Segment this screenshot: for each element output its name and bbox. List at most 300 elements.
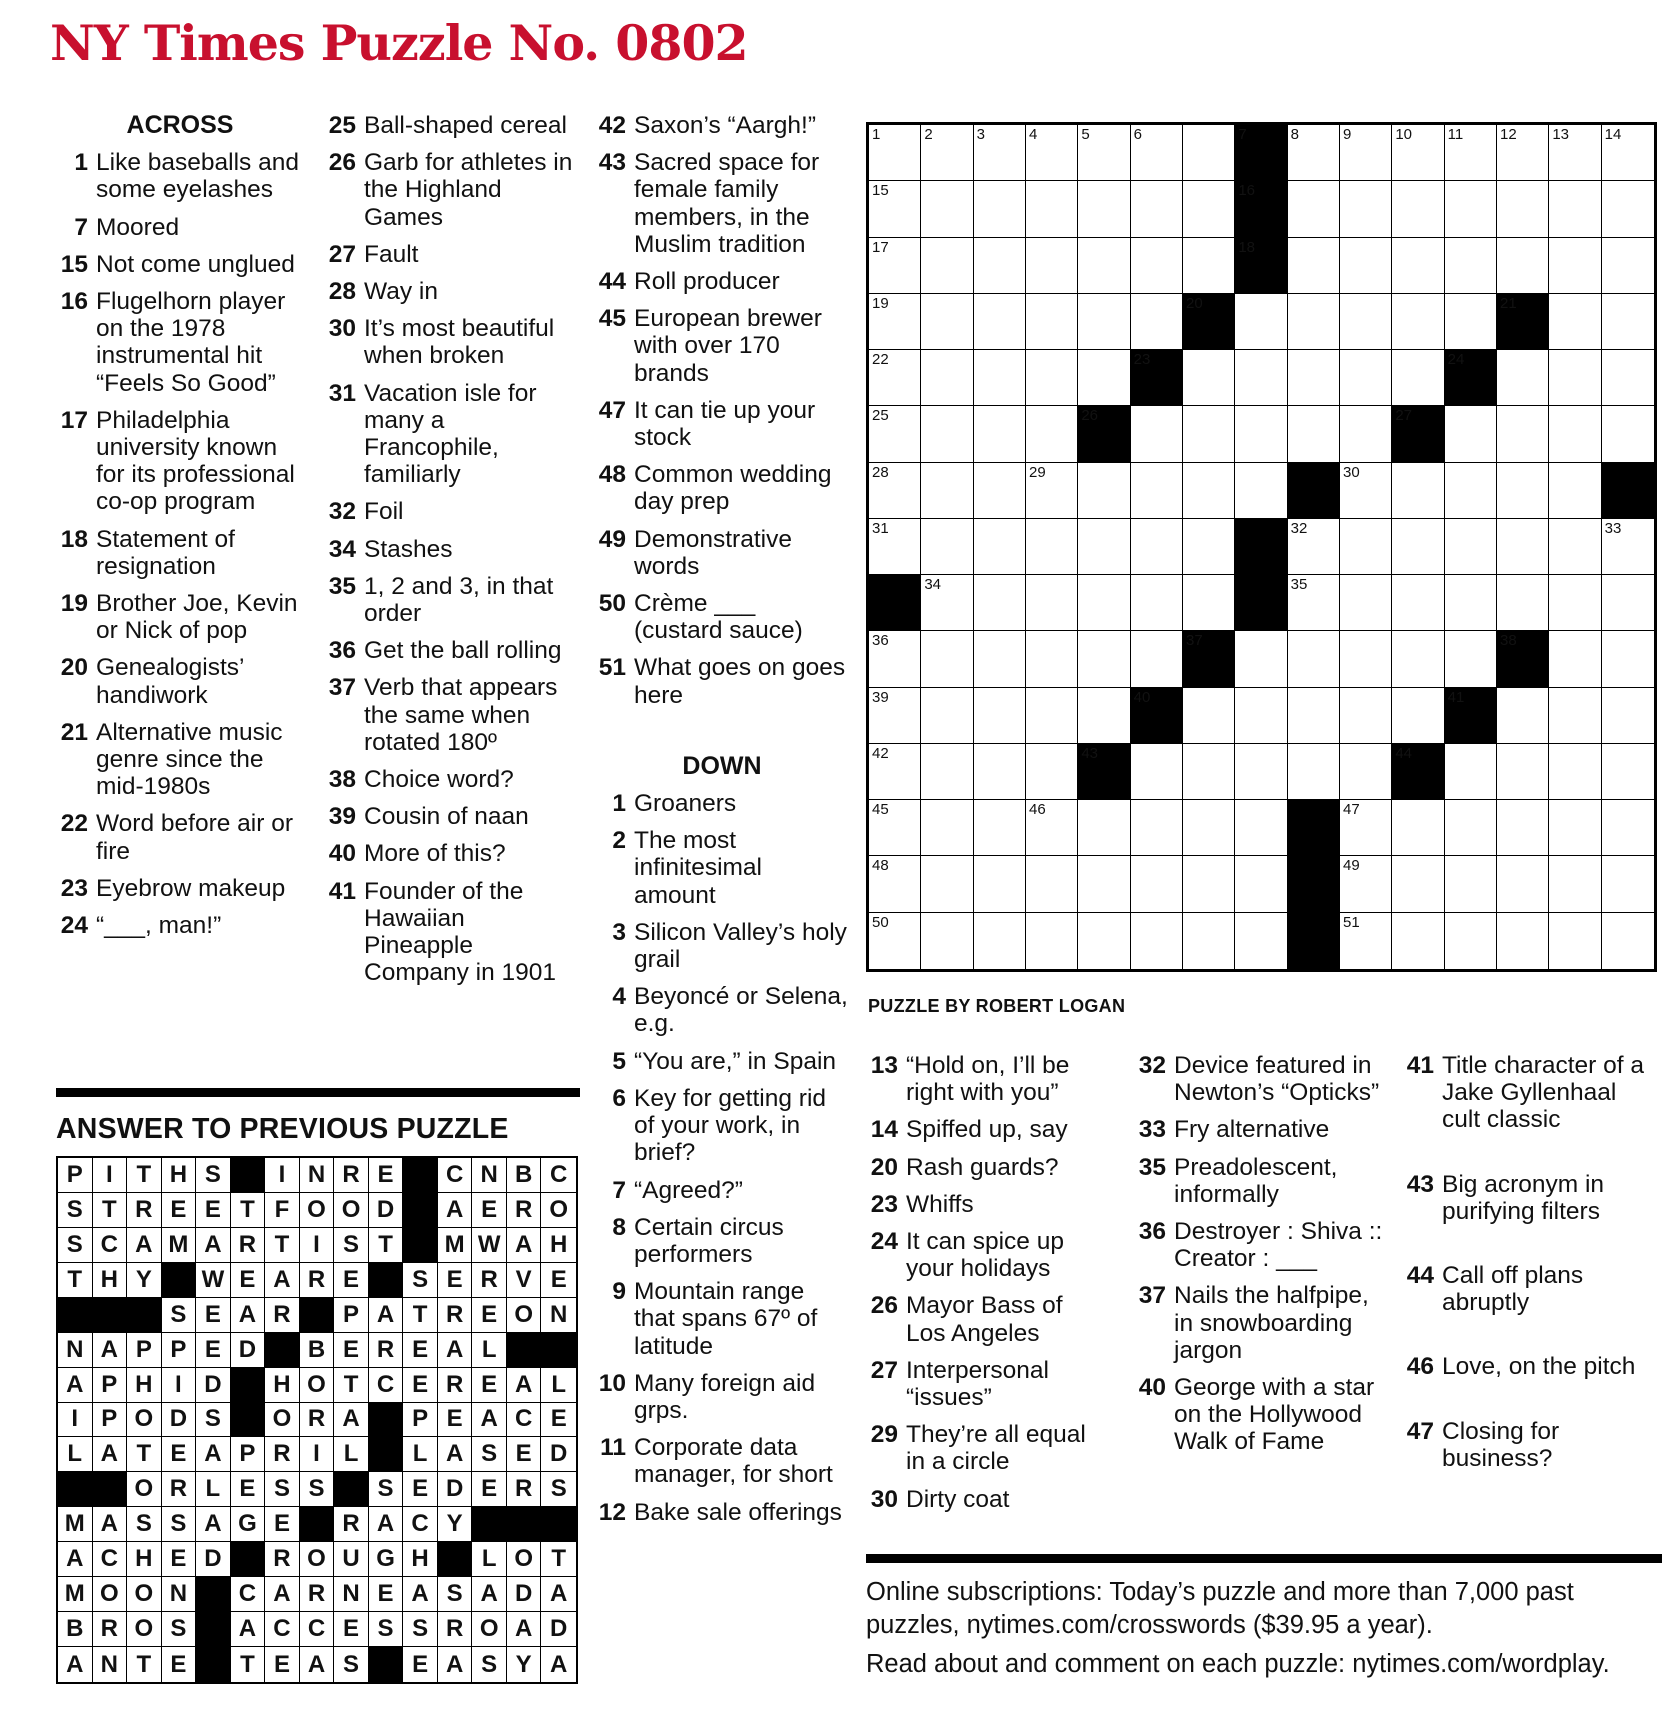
- down-heading: DOWN: [682, 751, 762, 780]
- answer-cell: O: [265, 1403, 300, 1438]
- answer-cell: S: [265, 1472, 300, 1507]
- puzzle-cell[interactable]: [869, 519, 921, 575]
- answer-cell: P: [58, 1158, 93, 1193]
- puzzle-cell[interactable]: [1602, 575, 1654, 631]
- puzzle-cell[interactable]: [1445, 294, 1497, 350]
- puzzle-cell[interactable]: [1497, 856, 1549, 912]
- answer-cell: D: [507, 1577, 542, 1612]
- puzzle-cell[interactable]: [921, 181, 973, 237]
- puzzle-cell[interactable]: [921, 463, 973, 519]
- puzzle-cell[interactable]: [869, 406, 921, 462]
- puzzle-cell[interactable]: [1288, 519, 1340, 575]
- answer-cell: S: [541, 1472, 576, 1507]
- clue-number: 47: [598, 396, 626, 424]
- puzzle-cell[interactable]: [1026, 744, 1078, 800]
- puzzle-cell[interactable]: [1602, 688, 1654, 744]
- puzzle-cell[interactable]: [1340, 744, 1392, 800]
- puzzle-cell[interactable]: [1602, 519, 1654, 575]
- puzzle-cell[interactable]: [974, 913, 1026, 969]
- puzzle-cell[interactable]: [1288, 125, 1340, 181]
- puzzle-cell[interactable]: [1026, 350, 1078, 406]
- puzzle-cell[interactable]: [1549, 631, 1601, 687]
- puzzle-cell[interactable]: [1183, 181, 1235, 237]
- answer-black-square: [196, 1612, 231, 1647]
- puzzle-cell[interactable]: [1131, 238, 1183, 294]
- puzzle-cell[interactable]: [921, 519, 973, 575]
- puzzle-cell[interactable]: [1078, 463, 1130, 519]
- puzzle-cell[interactable]: [1497, 406, 1549, 462]
- clue-text: Nails the halfpipe, in snowboarding jargon: [1174, 1282, 1369, 1364]
- across-clue-7: [56, 214, 304, 241]
- puzzle-cell[interactable]: [1497, 463, 1549, 519]
- across-clue-35: [324, 573, 576, 627]
- puzzle-cell[interactable]: [921, 800, 973, 856]
- puzzle-cell[interactable]: [1078, 294, 1130, 350]
- puzzle-cell[interactable]: [1131, 181, 1183, 237]
- puzzle-cell[interactable]: [1235, 913, 1287, 969]
- puzzle-cell[interactable]: [1235, 856, 1287, 912]
- answer-cell: Y: [438, 1507, 473, 1542]
- clue-text: Genealogists’ handiwork: [96, 654, 244, 709]
- puzzle-cell[interactable]: [1183, 350, 1235, 406]
- puzzle-cell[interactable]: [1602, 181, 1654, 237]
- across-clue-49: [594, 526, 850, 580]
- answer-cell: E: [196, 1193, 231, 1228]
- puzzle-cell[interactable]: [1078, 913, 1130, 969]
- answer-cell: O: [127, 1472, 162, 1507]
- puzzle-cell[interactable]: [1549, 800, 1601, 856]
- black-square: [1235, 519, 1287, 575]
- puzzle-cell[interactable]: [1497, 125, 1549, 181]
- puzzle-cell[interactable]: [1602, 800, 1654, 856]
- cell-number: 13: [1552, 126, 1570, 143]
- answer-cell: S: [438, 1577, 473, 1612]
- puzzle-cell[interactable]: [921, 238, 973, 294]
- puzzle-cell[interactable]: [921, 631, 973, 687]
- puzzle-cell[interactable]: [921, 125, 973, 181]
- answer-cell: P: [162, 1333, 197, 1368]
- puzzle-cell[interactable]: [869, 631, 921, 687]
- puzzle-cell[interactable]: [921, 294, 973, 350]
- puzzle-cell[interactable]: [1131, 125, 1183, 181]
- puzzle-cell[interactable]: [1078, 575, 1130, 631]
- puzzle-cell[interactable]: [1026, 294, 1078, 350]
- clue-number: 1: [612, 790, 626, 818]
- puzzle-cell[interactable]: [1131, 463, 1183, 519]
- puzzle-cell[interactable]: [1445, 519, 1497, 575]
- down-clue-10: [594, 1370, 850, 1424]
- puzzle-cell[interactable]: [1497, 688, 1549, 744]
- puzzle-cell[interactable]: [1078, 856, 1130, 912]
- puzzle-cell[interactable]: [1340, 631, 1392, 687]
- puzzle-cell[interactable]: [1288, 631, 1340, 687]
- clue-number: 26: [870, 1292, 898, 1320]
- puzzle-cell[interactable]: [869, 350, 921, 406]
- puzzle-cell[interactable]: [921, 575, 973, 631]
- puzzle-cell[interactable]: [1026, 688, 1078, 744]
- puzzle-cell[interactable]: [1078, 688, 1130, 744]
- answer-cell: E: [472, 1298, 507, 1333]
- clue-number: 32: [328, 498, 356, 526]
- puzzle-cell[interactable]: [1549, 294, 1601, 350]
- puzzle-cell[interactable]: [1392, 294, 1444, 350]
- puzzle-cell[interactable]: [1183, 575, 1235, 631]
- puzzle-cell[interactable]: [1078, 238, 1130, 294]
- puzzle-cell[interactable]: [869, 294, 921, 350]
- puzzle-cell[interactable]: [1131, 294, 1183, 350]
- puzzle-cell[interactable]: [1183, 406, 1235, 462]
- clue-text: Stashes: [364, 535, 453, 563]
- puzzle-cell[interactable]: [1288, 744, 1340, 800]
- puzzle-cell[interactable]: [1078, 350, 1130, 406]
- puzzle-cell[interactable]: [1288, 688, 1340, 744]
- puzzle-cell[interactable]: [921, 856, 973, 912]
- puzzle-cell[interactable]: [1026, 519, 1078, 575]
- clue-number: 35: [1138, 1153, 1166, 1181]
- puzzle-cell[interactable]: [1392, 181, 1444, 237]
- clue-text: European brewer with over 170 brands: [634, 305, 822, 387]
- clue-text: Call off plans abruptly: [1442, 1262, 1584, 1317]
- puzzle-cell[interactable]: [1131, 800, 1183, 856]
- answer-cell: E: [541, 1403, 576, 1438]
- puzzle-cell[interactable]: [974, 238, 1026, 294]
- puzzle-cell[interactable]: [869, 856, 921, 912]
- puzzle-cell[interactable]: [1235, 744, 1287, 800]
- puzzle-cell[interactable]: [1549, 575, 1601, 631]
- answer-cell: C: [93, 1542, 128, 1577]
- across-clue-19: [56, 590, 304, 644]
- puzzle-cell[interactable]: [1131, 913, 1183, 969]
- puzzle-cell[interactable]: [1340, 406, 1392, 462]
- puzzle-cell[interactable]: [869, 913, 921, 969]
- puzzle-cell[interactable]: [1026, 856, 1078, 912]
- answer-cell: B: [507, 1158, 542, 1193]
- black-square: [869, 575, 921, 631]
- across-column-2: [324, 112, 576, 996]
- down-column-6: [1402, 1052, 1654, 1482]
- puzzle-cell[interactable]: [1340, 238, 1392, 294]
- puzzle-cell[interactable]: [921, 913, 973, 969]
- puzzle-cell[interactable]: [1497, 913, 1549, 969]
- puzzle-cell[interactable]: [1392, 125, 1444, 181]
- puzzle-cell[interactable]: [1183, 463, 1235, 519]
- answer-cell: S: [162, 1298, 197, 1333]
- puzzle-cell[interactable]: [869, 800, 921, 856]
- answer-black-square: [231, 1403, 266, 1438]
- puzzle-cell[interactable]: [1183, 125, 1235, 181]
- puzzle-cell[interactable]: [1445, 575, 1497, 631]
- black-square: [1497, 631, 1549, 687]
- puzzle-cell[interactable]: [1183, 688, 1235, 744]
- cell-number: 28: [872, 463, 889, 481]
- puzzle-cell[interactable]: [1392, 631, 1444, 687]
- black-square: [1235, 238, 1287, 294]
- puzzle-cell[interactable]: [1445, 631, 1497, 687]
- puzzle-cell[interactable]: [1131, 575, 1183, 631]
- puzzle-cell[interactable]: [1392, 913, 1444, 969]
- answer-cell: H: [541, 1228, 576, 1263]
- clue-text: Not come unglued: [96, 250, 295, 278]
- puzzle-cell[interactable]: [974, 181, 1026, 237]
- puzzle-cell[interactable]: [1026, 575, 1078, 631]
- clue-text: Closing for business?: [1442, 1417, 1560, 1472]
- puzzle-cell[interactable]: [1183, 800, 1235, 856]
- puzzle-cell[interactable]: [921, 688, 973, 744]
- puzzle-cell[interactable]: [974, 688, 1026, 744]
- cell-number: 50: [872, 913, 889, 931]
- puzzle-cell[interactable]: [1026, 913, 1078, 969]
- puzzle-cell[interactable]: [1602, 294, 1654, 350]
- puzzle-cell[interactable]: [1602, 856, 1654, 912]
- across-clue-1: [56, 149, 304, 203]
- clue-text: Key for getting rid of your work, in brief?: [634, 1084, 827, 1167]
- clue-number: 7: [74, 213, 88, 241]
- clue-number: 25: [328, 112, 356, 139]
- puzzle-cell[interactable]: [869, 744, 921, 800]
- answer-cell: M: [162, 1228, 197, 1263]
- across-clue-50: [594, 590, 850, 644]
- puzzle-cell[interactable]: [1392, 350, 1444, 406]
- puzzle-cell[interactable]: [869, 125, 921, 181]
- answer-cell: C: [541, 1158, 576, 1193]
- puzzle-cell[interactable]: [1131, 406, 1183, 462]
- puzzle-cell[interactable]: [1549, 181, 1601, 237]
- puzzle-cell[interactable]: [1026, 631, 1078, 687]
- puzzle-cell[interactable]: [1497, 238, 1549, 294]
- answer-cell: R: [127, 1193, 162, 1228]
- puzzle-cell[interactable]: [1445, 856, 1497, 912]
- puzzle-cell[interactable]: [1288, 350, 1340, 406]
- puzzle-cell[interactable]: [869, 463, 921, 519]
- down-column-5: [1134, 1052, 1386, 1466]
- puzzle-cell[interactable]: [1549, 238, 1601, 294]
- puzzle-cell[interactable]: [1392, 575, 1444, 631]
- puzzle-cell[interactable]: [1340, 800, 1392, 856]
- down-clue-30: [866, 1486, 1108, 1513]
- puzzle-cell[interactable]: [1602, 744, 1654, 800]
- puzzle-cell[interactable]: [1497, 350, 1549, 406]
- puzzle-cell[interactable]: [974, 856, 1026, 912]
- puzzle-cell[interactable]: [921, 744, 973, 800]
- puzzle-cell[interactable]: [1078, 519, 1130, 575]
- puzzle-cell[interactable]: [1078, 800, 1130, 856]
- puzzle-cell[interactable]: [1602, 350, 1654, 406]
- puzzle-cell[interactable]: [1445, 181, 1497, 237]
- puzzle-cell[interactable]: [1183, 519, 1235, 575]
- puzzle-cell[interactable]: [1078, 631, 1130, 687]
- puzzle-cell[interactable]: [1235, 688, 1287, 744]
- puzzle-cell[interactable]: [1340, 463, 1392, 519]
- puzzle-cell[interactable]: [1392, 856, 1444, 912]
- clue-text: Rash guards?: [906, 1153, 1059, 1181]
- clue-number: 42: [598, 112, 626, 139]
- puzzle-cell[interactable]: [921, 406, 973, 462]
- puzzle-cell[interactable]: [1288, 294, 1340, 350]
- answer-cell: E: [231, 1263, 266, 1298]
- puzzle-cell[interactable]: [1445, 800, 1497, 856]
- puzzle-cell[interactable]: [1602, 238, 1654, 294]
- cell-number: 25: [872, 407, 889, 425]
- puzzle-cell[interactable]: [1602, 406, 1654, 462]
- clue-number: 51: [598, 654, 626, 682]
- puzzle-cell[interactable]: [1235, 631, 1287, 687]
- answer-cell: O: [507, 1542, 542, 1577]
- puzzle-cell[interactable]: [1340, 519, 1392, 575]
- puzzle-cell[interactable]: [1340, 350, 1392, 406]
- clue-number: 16: [60, 288, 88, 316]
- puzzle-cell[interactable]: [1445, 238, 1497, 294]
- answer-cell: S: [369, 1612, 404, 1647]
- puzzle-cell[interactable]: [974, 463, 1026, 519]
- answer-cell: P: [334, 1298, 369, 1333]
- puzzle-cell[interactable]: [1235, 800, 1287, 856]
- puzzle-cell[interactable]: [974, 294, 1026, 350]
- answer-cell: R: [300, 1263, 335, 1298]
- puzzle-cell[interactable]: [1288, 406, 1340, 462]
- puzzle-cell[interactable]: [1288, 238, 1340, 294]
- puzzle-cell[interactable]: [974, 744, 1026, 800]
- puzzle-cell[interactable]: [1549, 125, 1601, 181]
- answer-cell: A: [369, 1507, 404, 1542]
- puzzle-cell[interactable]: [1445, 125, 1497, 181]
- down-clue-40: [1134, 1374, 1386, 1456]
- puzzle-cell[interactable]: [1497, 744, 1549, 800]
- puzzle-cell[interactable]: [1235, 294, 1287, 350]
- puzzle-cell[interactable]: [1026, 125, 1078, 181]
- puzzle-cell[interactable]: [1340, 856, 1392, 912]
- across-column-1: [56, 112, 304, 949]
- puzzle-cell[interactable]: [1131, 631, 1183, 687]
- puzzle-cell[interactable]: [1288, 181, 1340, 237]
- answer-cell: S: [369, 1472, 404, 1507]
- clue-text: Mountain range that spans 67º of latitude: [634, 1278, 818, 1360]
- answer-cell: D: [369, 1193, 404, 1228]
- puzzle-cell[interactable]: [1392, 238, 1444, 294]
- puzzle-cell[interactable]: [1549, 744, 1601, 800]
- puzzle-cell[interactable]: [1549, 519, 1601, 575]
- answer-cell: N: [334, 1577, 369, 1612]
- puzzle-cell[interactable]: [1288, 575, 1340, 631]
- answer-cell: A: [472, 1403, 507, 1438]
- puzzle-cell[interactable]: [1549, 856, 1601, 912]
- clue-text: Garb for athletes in the Highland Games: [364, 149, 573, 231]
- puzzle-cell[interactable]: [1549, 463, 1601, 519]
- puzzle-cell[interactable]: [1602, 631, 1654, 687]
- clue-number: 39: [328, 803, 356, 831]
- clue-number: 48: [598, 461, 626, 489]
- answer-cell: C: [369, 1368, 404, 1403]
- puzzle-cell[interactable]: [1235, 350, 1287, 406]
- puzzle-cell[interactable]: [1497, 575, 1549, 631]
- puzzle-cell[interactable]: [1549, 913, 1601, 969]
- puzzle-cell[interactable]: [1602, 125, 1654, 181]
- across-clue-39: [324, 803, 576, 830]
- puzzle-cell[interactable]: [1340, 125, 1392, 181]
- puzzle-cell[interactable]: [1026, 463, 1078, 519]
- down-clue-7: [594, 1177, 850, 1204]
- clue-number: 14: [870, 1116, 898, 1144]
- answer-black-square: [196, 1577, 231, 1612]
- puzzle-cell[interactable]: [1445, 744, 1497, 800]
- puzzle-cell[interactable]: [1340, 181, 1392, 237]
- puzzle-cell[interactable]: [1497, 519, 1549, 575]
- puzzle-cell[interactable]: [1497, 800, 1549, 856]
- puzzle-cell[interactable]: [1549, 406, 1601, 462]
- puzzle-cell[interactable]: [1497, 181, 1549, 237]
- down-clue-43: [1402, 1171, 1654, 1225]
- clue-text: Like baseballs and some eyelashes: [96, 149, 299, 204]
- puzzle-cell[interactable]: [1392, 800, 1444, 856]
- puzzle-cell[interactable]: [1183, 856, 1235, 912]
- puzzle-cell[interactable]: [974, 519, 1026, 575]
- puzzle-cell[interactable]: [1183, 913, 1235, 969]
- puzzle-cell[interactable]: [974, 125, 1026, 181]
- puzzle-cell[interactable]: [1078, 125, 1130, 181]
- answer-cell: R: [265, 1298, 300, 1333]
- answer-cell: T: [403, 1298, 438, 1333]
- answer-cell: D: [162, 1403, 197, 1438]
- puzzle-cell[interactable]: [1445, 406, 1497, 462]
- puzzle-cell[interactable]: [1445, 913, 1497, 969]
- across-clue-38: [324, 766, 576, 793]
- answer-cell: A: [507, 1612, 542, 1647]
- answer-cell: C: [93, 1228, 128, 1263]
- puzzle-cell[interactable]: [1392, 688, 1444, 744]
- puzzle-cell[interactable]: [869, 238, 921, 294]
- puzzle-cell[interactable]: [974, 575, 1026, 631]
- puzzle-cell[interactable]: [1340, 294, 1392, 350]
- puzzle-cell[interactable]: [1549, 350, 1601, 406]
- clue-text: “You are,” in Spain: [634, 1047, 837, 1075]
- puzzle-cell[interactable]: [1026, 800, 1078, 856]
- puzzle-cell[interactable]: [1392, 463, 1444, 519]
- puzzle-cell[interactable]: [1235, 463, 1287, 519]
- puzzle-cell[interactable]: [1340, 913, 1392, 969]
- puzzle-cell[interactable]: [974, 631, 1026, 687]
- puzzle-cell[interactable]: [1026, 181, 1078, 237]
- clue-spacer: [1402, 1326, 1654, 1353]
- puzzle-cell[interactable]: [1340, 688, 1392, 744]
- puzzle-cell[interactable]: [974, 800, 1026, 856]
- puzzle-cell[interactable]: [1235, 406, 1287, 462]
- puzzle-cell[interactable]: [1131, 519, 1183, 575]
- puzzle-cell[interactable]: [869, 688, 921, 744]
- answer-black-square: [369, 1437, 404, 1472]
- puzzle-cell[interactable]: [1183, 744, 1235, 800]
- answer-cell: E: [472, 1368, 507, 1403]
- puzzle-cell[interactable]: [1183, 238, 1235, 294]
- down-clue-32: [1134, 1052, 1386, 1106]
- puzzle-cell[interactable]: [1078, 181, 1130, 237]
- puzzle-cell[interactable]: [1026, 238, 1078, 294]
- answer-cell: E: [438, 1263, 473, 1298]
- puzzle-cell[interactable]: [974, 350, 1026, 406]
- puzzle-cell[interactable]: [1549, 688, 1601, 744]
- puzzle-cell[interactable]: [1602, 913, 1654, 969]
- puzzle-cell[interactable]: [1026, 406, 1078, 462]
- down-clue-47: [1402, 1418, 1654, 1472]
- puzzle-cell[interactable]: [1445, 463, 1497, 519]
- clue-number: 8: [612, 1213, 626, 1241]
- puzzle-cell[interactable]: [921, 350, 973, 406]
- puzzle-cell[interactable]: [1131, 856, 1183, 912]
- puzzle-cell[interactable]: [1340, 575, 1392, 631]
- answer-cell: I: [300, 1437, 335, 1472]
- puzzle-cell[interactable]: [974, 406, 1026, 462]
- puzzle-cell[interactable]: [1392, 519, 1444, 575]
- puzzle-cell[interactable]: [1131, 744, 1183, 800]
- puzzle-cell[interactable]: [869, 181, 921, 237]
